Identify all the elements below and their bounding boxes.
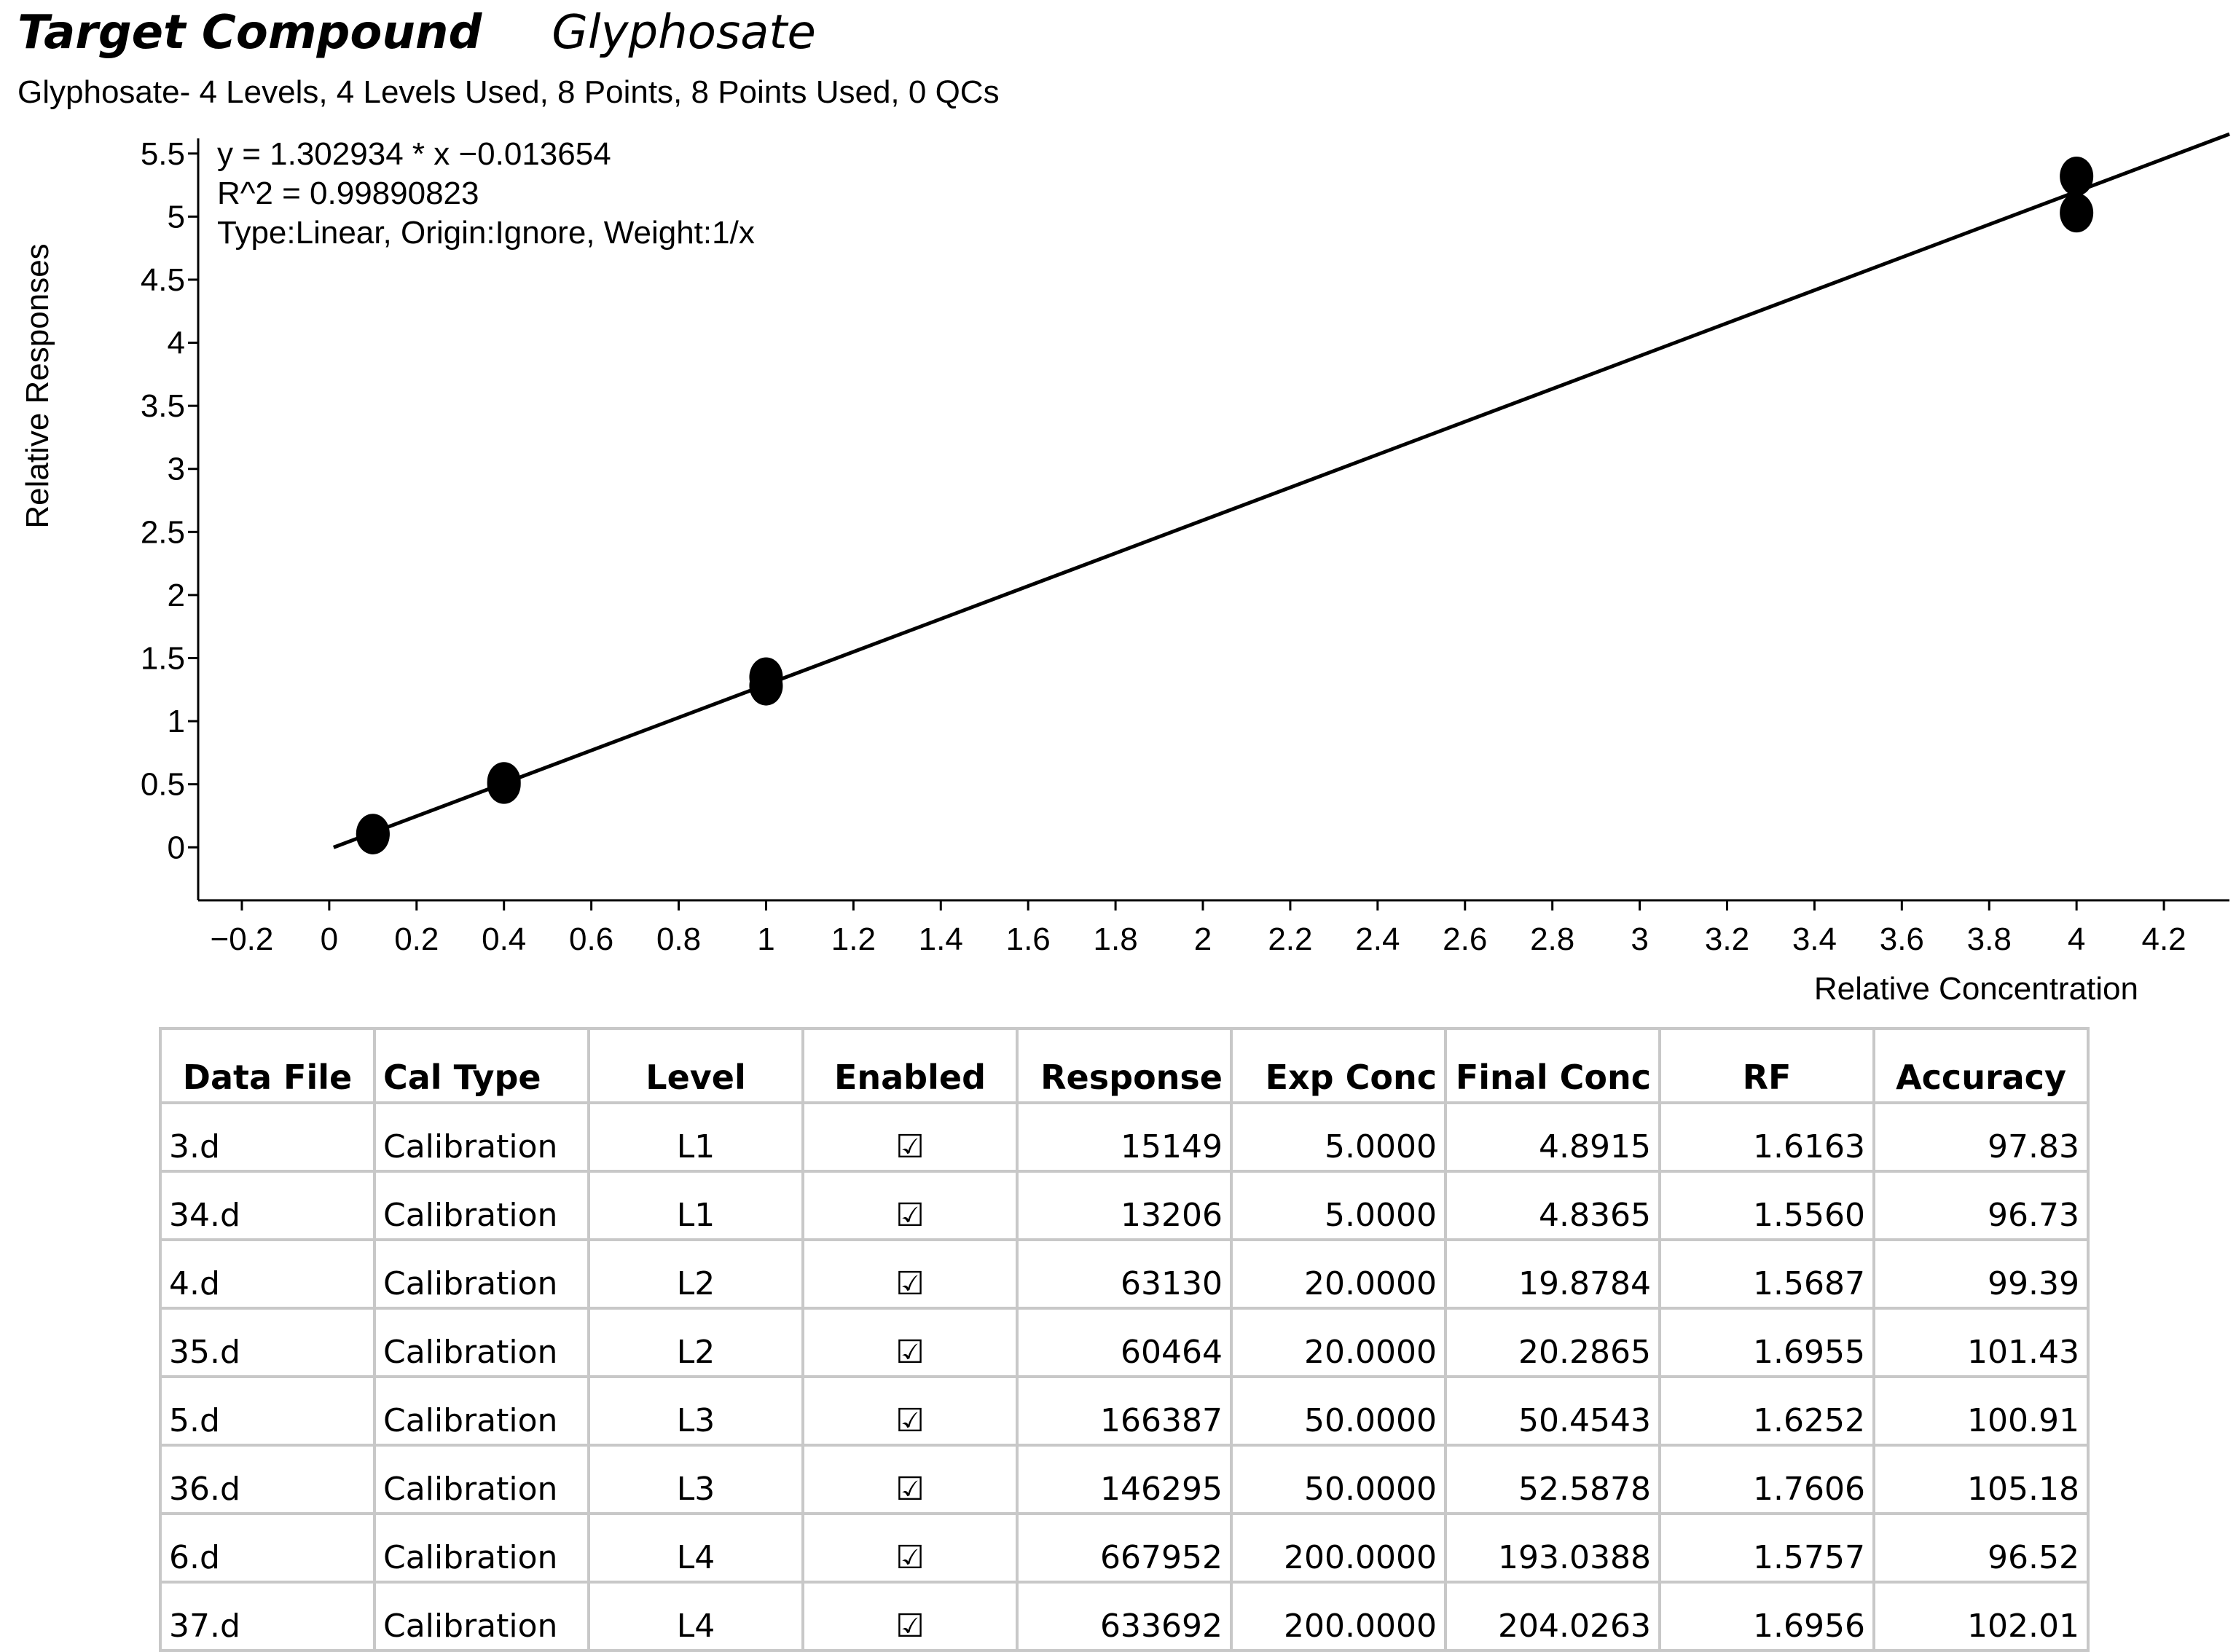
equation-annotation: R^2 = 0.99890823 (217, 176, 479, 211)
column-header-final-conc[interactable]: Final Conc (1445, 1028, 1660, 1103)
equation-annotation: y = 1.302934 * x −0.013654 (217, 136, 611, 172)
compound-header (17, 6, 816, 60)
cell-rf: 1.5757 (1660, 1514, 1874, 1582)
cell-rf: 1.6252 (1660, 1377, 1874, 1445)
enabled-checkbox[interactable]: ☑ (803, 1445, 1017, 1514)
cell-response: 63130 (1017, 1240, 1231, 1308)
cell-level: L4 (589, 1514, 803, 1582)
cell-final-conc: 4.8365 (1445, 1171, 1660, 1240)
cell-rf: 1.6163 (1660, 1103, 1874, 1171)
data-point (487, 762, 521, 801)
cell-cal-type: Calibration (374, 1103, 589, 1171)
x-tick-label: 2 (1193, 921, 1212, 957)
column-header-rf[interactable]: RF (1660, 1028, 1874, 1103)
cell-rf: 1.6955 (1660, 1308, 1874, 1377)
cell-final-conc: 52.5878 (1445, 1445, 1660, 1514)
x-tick-label: 3 (1631, 921, 1649, 957)
cell-data-file: 37.d (160, 1582, 374, 1651)
table-row[interactable] (160, 1240, 2088, 1308)
enabled-checkbox[interactable]: ☑ (803, 1582, 1017, 1651)
x-tick-label: 0.4 (482, 921, 527, 957)
data-point (2060, 193, 2093, 232)
cell-accuracy: 96.52 (1874, 1514, 2088, 1582)
table-row[interactable] (160, 1445, 2088, 1514)
cell-exp-conc: 200.0000 (1231, 1582, 1445, 1651)
y-tick-label: 0.5 (140, 766, 185, 803)
column-header-cal-type[interactable]: Cal Type (374, 1028, 589, 1103)
cell-accuracy: 101.43 (1874, 1308, 2088, 1377)
cell-cal-type: Calibration (374, 1308, 589, 1377)
column-header-accuracy[interactable]: Accuracy (1874, 1028, 2088, 1103)
enabled-checkbox[interactable]: ☑ (803, 1308, 1017, 1377)
y-tick-label: 5 (167, 199, 185, 235)
cell-accuracy: 96.73 (1874, 1171, 2088, 1240)
x-tick-label: 1.6 (1005, 921, 1051, 957)
cell-data-file: 4.d (160, 1240, 374, 1308)
cell-data-file: 36.d (160, 1445, 374, 1514)
x-tick-label: 4.2 (2141, 921, 2186, 957)
table-row[interactable] (160, 1103, 2088, 1171)
y-tick-label: 5.5 (140, 135, 185, 172)
x-axis-title: Relative Concentration (1813, 971, 2138, 1007)
x-tick-label: 3.2 (1704, 921, 1750, 957)
cell-response: 633692 (1017, 1582, 1231, 1651)
cell-level: L1 (589, 1103, 803, 1171)
x-tick-label: 0.6 (569, 921, 614, 957)
cell-response: 60464 (1017, 1308, 1231, 1377)
cell-exp-conc: 5.0000 (1231, 1103, 1445, 1171)
cell-rf: 1.7606 (1660, 1445, 1874, 1514)
data-point (356, 814, 390, 853)
cell-data-file: 3.d (160, 1103, 374, 1171)
x-tick-label: 1.4 (918, 921, 963, 957)
cell-response: 146295 (1017, 1445, 1231, 1514)
x-tick-label: 2.2 (1268, 921, 1313, 957)
x-tick-label: 3.8 (1966, 921, 2012, 957)
column-header-exp-conc[interactable]: Exp Conc (1231, 1028, 1445, 1103)
table-row[interactable] (160, 1308, 2088, 1377)
equation-annotation: Type:Linear, Origin:Ignore, Weight:1/x (217, 215, 755, 251)
cell-rf: 1.5687 (1660, 1240, 1874, 1308)
enabled-checkbox[interactable]: ☑ (803, 1514, 1017, 1582)
column-header-level[interactable]: Level (589, 1028, 803, 1103)
calibration-curve-chart (0, 124, 2236, 1020)
table-row[interactable] (160, 1171, 2088, 1240)
x-tick-label: 2.6 (1443, 921, 1488, 957)
x-tick-label: 1.8 (1093, 921, 1138, 957)
y-tick-label: 4 (167, 325, 185, 361)
cell-level: L2 (589, 1308, 803, 1377)
cell-accuracy: 102.01 (1874, 1582, 2088, 1651)
table-row[interactable] (160, 1377, 2088, 1445)
cell-rf: 1.6956 (1660, 1582, 1874, 1651)
cell-exp-conc: 50.0000 (1231, 1377, 1445, 1445)
y-axis-title: Relative Responses (20, 243, 55, 529)
y-tick-label: 1 (167, 704, 185, 740)
x-tick-label: 1 (757, 921, 775, 957)
x-tick-label: 3.6 (1879, 921, 1924, 957)
enabled-checkbox[interactable]: ☑ (803, 1377, 1017, 1445)
column-header-enabled[interactable]: Enabled (803, 1028, 1017, 1103)
x-tick-label: 2.8 (1530, 921, 1575, 957)
cell-response: 667952 (1017, 1514, 1231, 1582)
cell-cal-type: Calibration (374, 1240, 589, 1308)
cell-data-file: 35.d (160, 1308, 374, 1377)
cell-final-conc: 20.2865 (1445, 1308, 1660, 1377)
table-row[interactable] (160, 1514, 2088, 1582)
cell-final-conc: 19.8784 (1445, 1240, 1660, 1308)
cell-response: 15149 (1017, 1103, 1231, 1171)
y-tick-label: 2 (167, 577, 185, 613)
x-tick-label: 3.4 (1792, 921, 1837, 957)
cell-data-file: 34.d (160, 1171, 374, 1240)
x-tick-label: 1.2 (831, 921, 876, 957)
y-tick-label: 4.5 (140, 261, 185, 298)
y-tick-label: 3 (167, 451, 185, 487)
column-header-response[interactable]: Response (1017, 1028, 1231, 1103)
cell-accuracy: 97.83 (1874, 1103, 2088, 1171)
y-tick-label: 1.5 (140, 640, 185, 677)
cell-rf: 1.5560 (1660, 1171, 1874, 1240)
enabled-checkbox[interactable]: ☑ (803, 1240, 1017, 1308)
y-tick-label: 0 (167, 830, 185, 866)
x-tick-label: 4 (2067, 921, 2086, 957)
cell-exp-conc: 200.0000 (1231, 1514, 1445, 1582)
cell-cal-type: Calibration (374, 1582, 589, 1651)
target-compound-label: Target Compound (17, 6, 482, 60)
table-header-row (160, 1028, 2088, 1103)
cell-exp-conc: 50.0000 (1231, 1445, 1445, 1514)
chart-axes (141, 136, 2229, 957)
cell-accuracy: 105.18 (1874, 1445, 2088, 1514)
cell-accuracy: 99.39 (1874, 1240, 2088, 1308)
x-tick-label: 0 (320, 921, 339, 957)
cell-cal-type: Calibration (374, 1445, 589, 1514)
cell-level: L3 (589, 1377, 803, 1445)
cell-level: L3 (589, 1445, 803, 1514)
cell-cal-type: Calibration (374, 1171, 589, 1240)
enabled-checkbox[interactable]: ☑ (803, 1103, 1017, 1171)
cell-response: 13206 (1017, 1171, 1231, 1240)
column-header-data-file[interactable]: Data File (160, 1028, 374, 1103)
cell-exp-conc: 5.0000 (1231, 1171, 1445, 1240)
cell-final-conc: 193.0388 (1445, 1514, 1660, 1582)
cell-final-conc: 50.4543 (1445, 1377, 1660, 1445)
cell-level: L2 (589, 1240, 803, 1308)
cell-exp-conc: 20.0000 (1231, 1240, 1445, 1308)
compound-name: Glyphosate (552, 6, 816, 60)
enabled-checkbox[interactable]: ☑ (803, 1171, 1017, 1240)
calibration-table (159, 1027, 2090, 1652)
cell-data-file: 5.d (160, 1377, 374, 1445)
cell-exp-conc: 20.0000 (1231, 1308, 1445, 1377)
data-point (2060, 157, 2093, 196)
x-tick-label: 0.2 (394, 921, 439, 957)
data-points (356, 157, 2093, 854)
x-tick-label: 0.8 (656, 921, 702, 957)
chart-labels (20, 136, 2138, 1007)
cell-cal-type: Calibration (374, 1514, 589, 1582)
cell-final-conc: 204.0263 (1445, 1582, 1660, 1651)
cell-level: L4 (589, 1582, 803, 1651)
x-tick-label: 2.4 (1355, 921, 1400, 957)
cell-level: L1 (589, 1171, 803, 1240)
cell-data-file: 6.d (160, 1514, 374, 1582)
y-tick-label: 2.5 (140, 514, 185, 551)
data-point (749, 657, 782, 696)
cell-response: 166387 (1017, 1377, 1231, 1445)
cell-cal-type: Calibration (374, 1377, 589, 1445)
calibration-summary: Glyphosate- 4 Levels, 4 Levels Used, 8 Points, 8 Points Used, 0 QCs (17, 74, 1000, 110)
x-tick-label: −0.2 (210, 921, 274, 957)
y-tick-label: 3.5 (140, 388, 185, 425)
cell-final-conc: 4.8915 (1445, 1103, 1660, 1171)
cell-accuracy: 100.91 (1874, 1377, 2088, 1445)
